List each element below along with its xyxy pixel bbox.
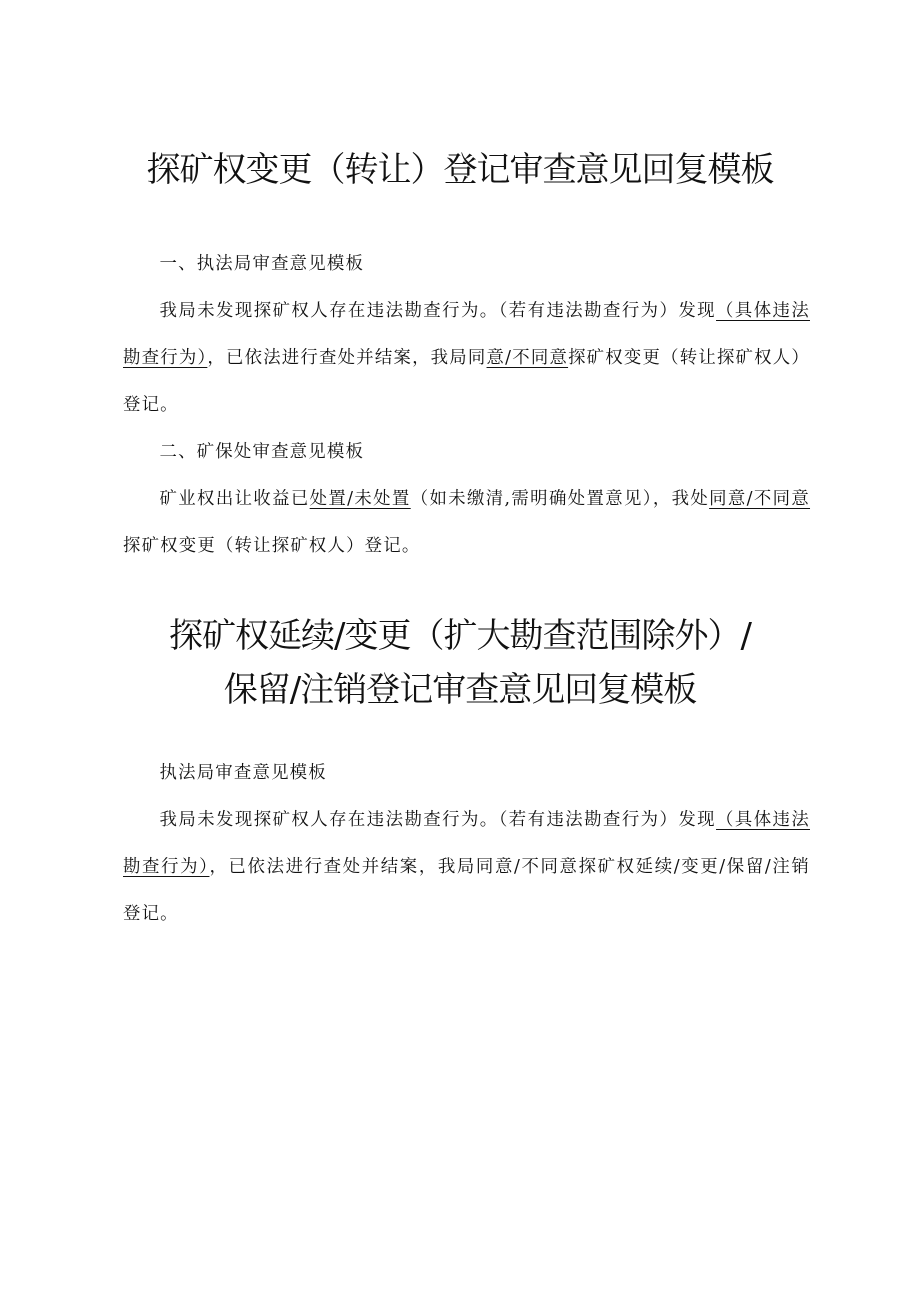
section1-title: 探矿权变更（转让）登记审查意见回复模板: [146, 150, 774, 190]
part2-underlined-consent: 同意/不同意: [709, 489, 811, 509]
section2-title-line1: 探矿权延续/变更（扩大勘查范围除外）/: [169, 616, 751, 656]
section2-text-a: 我局未发现探矿权人存在违法勘查行为。（若有违法勘查行为）发现: [159, 810, 717, 830]
section2-heading: 执法局审查意见模板: [159, 763, 327, 783]
part1-text-b: ，已依法进行查处并结案，我局同: [207, 348, 487, 368]
section2-text-b: ，已依法进行查处并结案，我局同意/不同意探矿权延续/变更/保留/注销登记。: [123, 857, 810, 924]
part2-paragraph: [123, 476, 810, 570]
part1-text-a: 我局未发现探矿权人存在违法勘查行为。（若有违法勘查行为）发现: [159, 301, 717, 321]
section2-paragraph: [123, 797, 810, 938]
part2-text-b: （如未缴清,需明确处置意见），我处: [410, 489, 710, 509]
part2-heading: 二、矿保处审查意见模板: [159, 442, 365, 462]
section2-title: [60, 609, 860, 717]
part2-underlined-disposal: 处置/未处置: [309, 489, 411, 509]
part1-underlined-consent: 意/不同意: [486, 348, 569, 368]
section2-title-line2: 保留/注销登记审查意见回复模板: [223, 670, 697, 710]
section2-body: [123, 750, 810, 938]
part2-text-a: 矿业权出让收益已: [159, 489, 310, 509]
part1-paragraph: [123, 288, 810, 429]
part1-text-c: 探矿权变更（转让探矿权人）登记。: [123, 348, 810, 415]
section1-body: [123, 241, 810, 570]
part2-text-c: 探矿权变更（转让探矿权人）登记。: [123, 536, 421, 556]
part1-underlined-violation: （具体违法勘查行为）: [123, 301, 810, 368]
part1-heading: 一、执法局审查意见模板: [159, 254, 365, 274]
section2-underlined-violation: （具体违法勘查行为）: [123, 810, 810, 877]
